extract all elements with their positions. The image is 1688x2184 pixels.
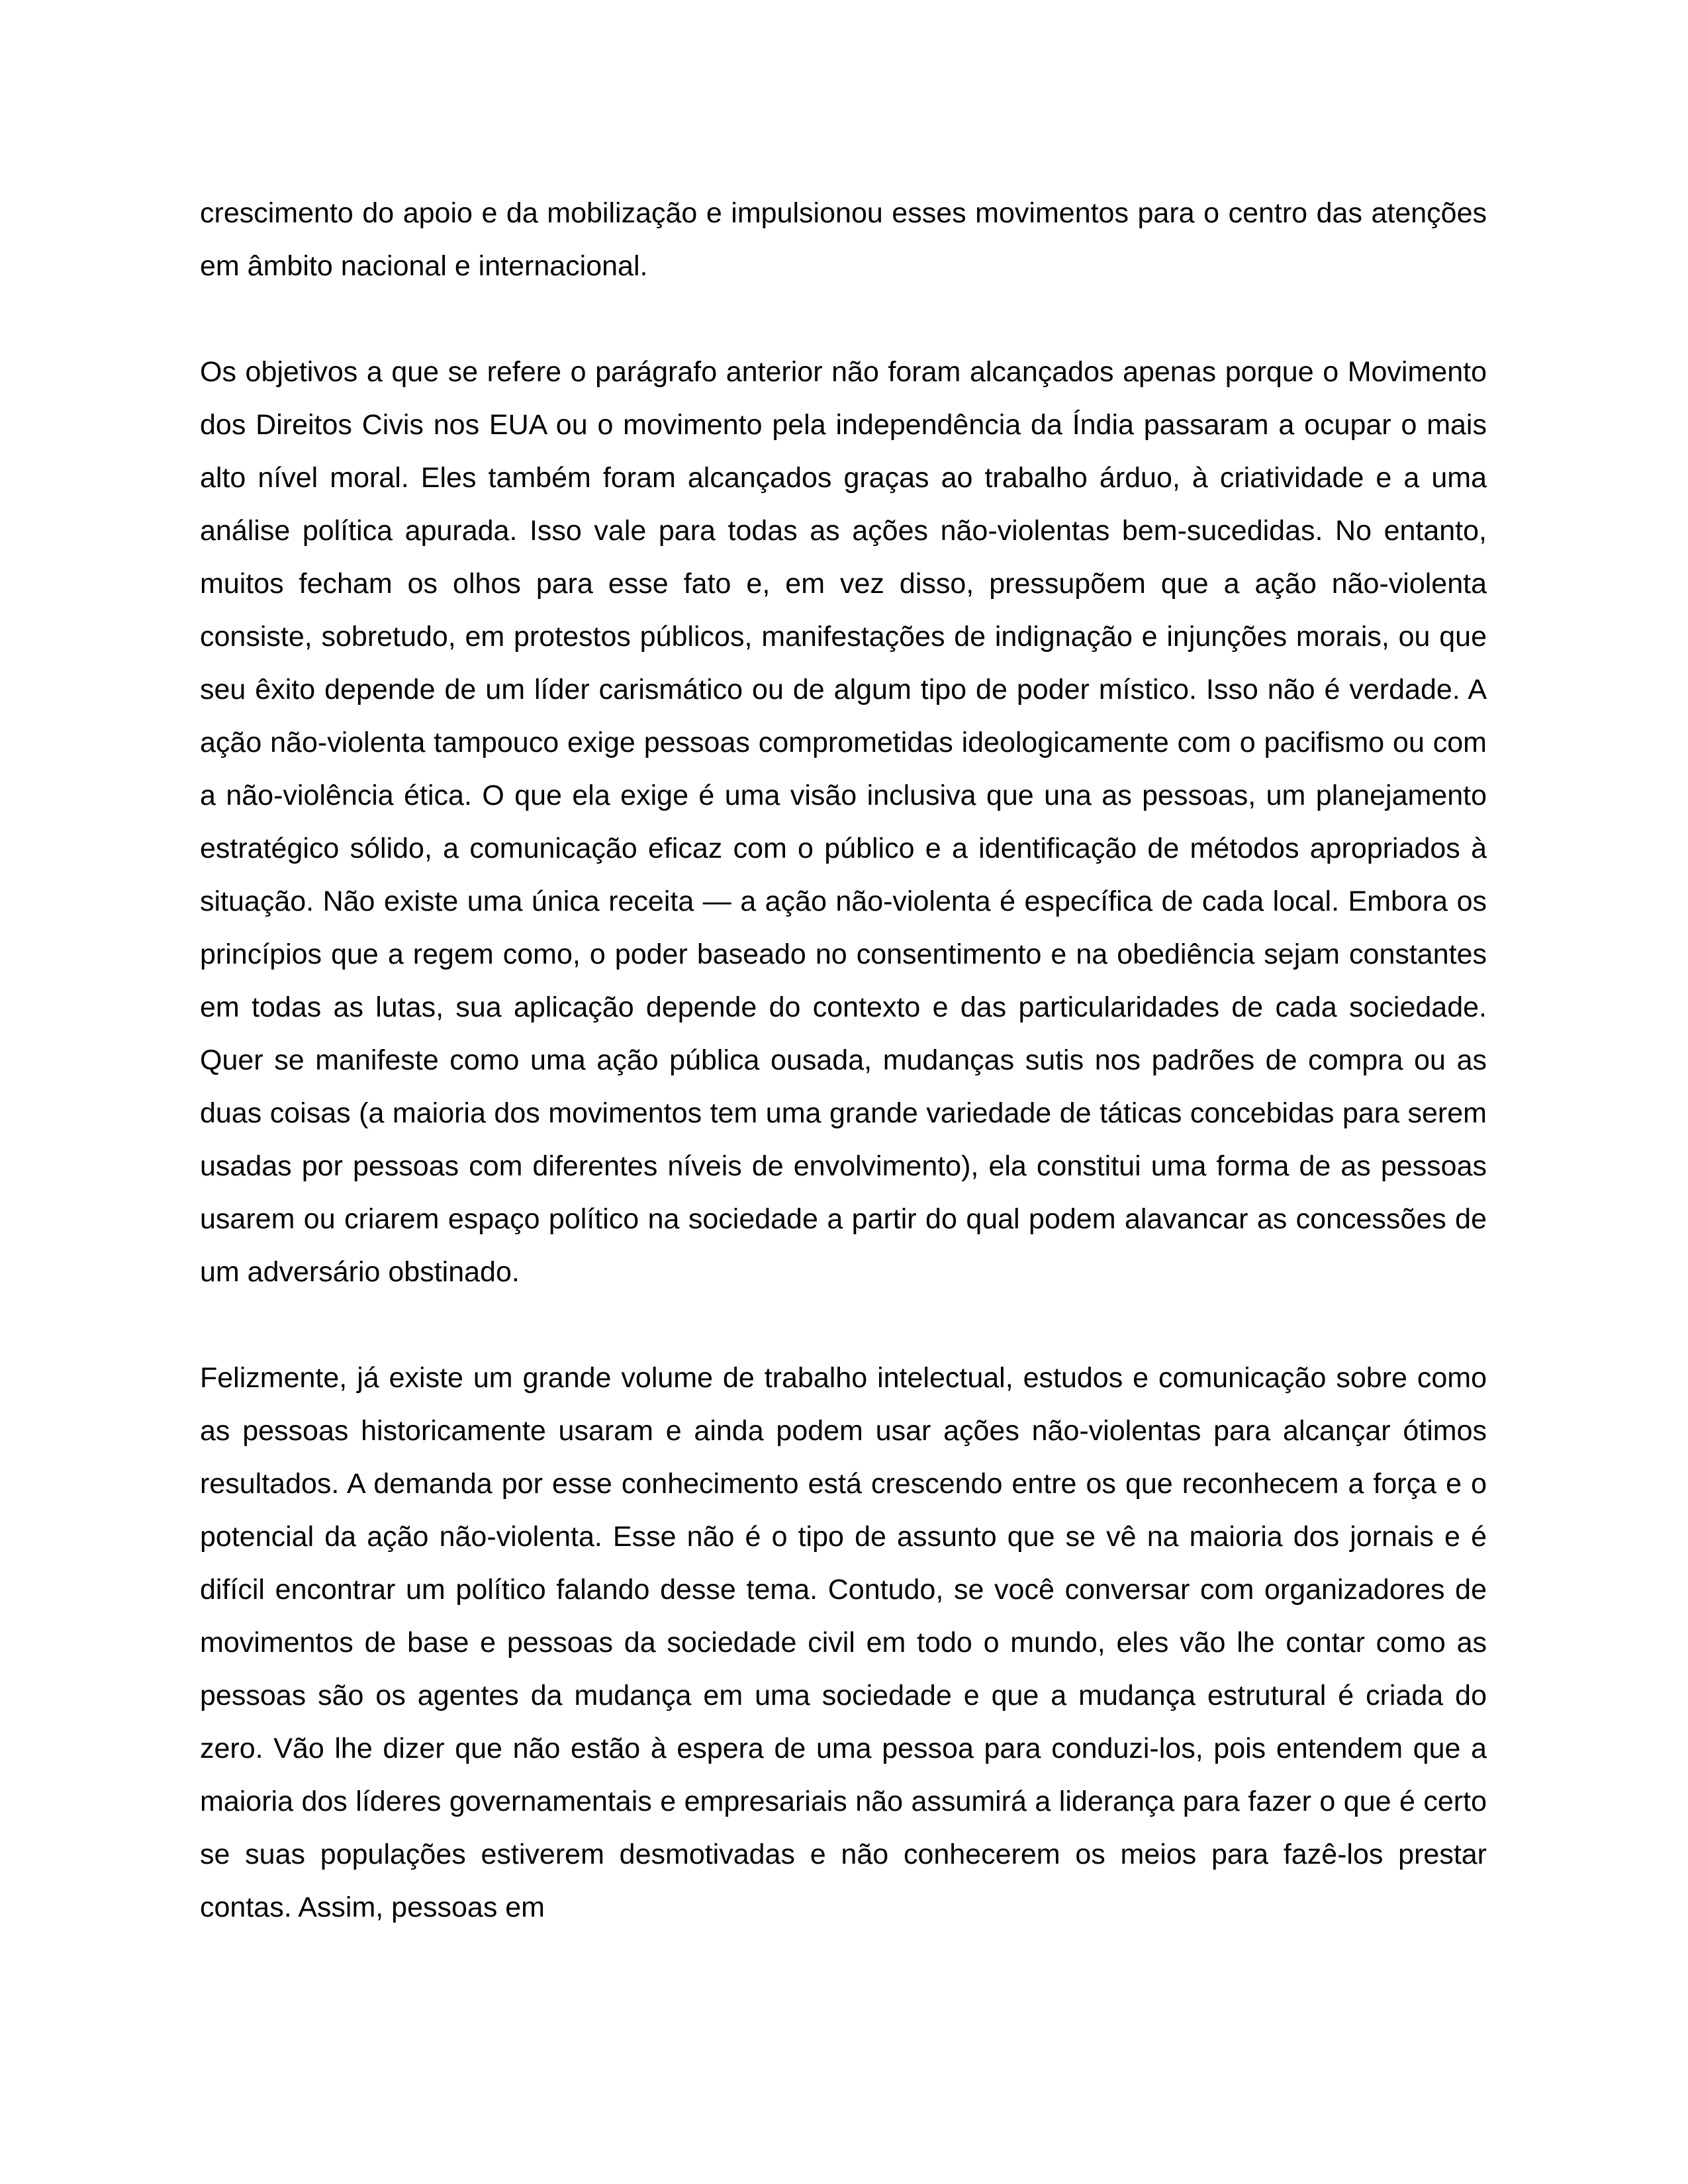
document-text: [200, 187, 1487, 1934]
paragraph: Felizmente, já existe um grande volume de trabalho intelectual, estudos e comunicação sobre como as pessoas historicamente usaram e ainda podem usar ações não-violentas para alcançar ótimos resultados. A demanda por esse conhecimento está crescendo entre os que reconhecem a força e o potencial da ação não-violenta. Esse não é o tipo de assunto que se vê na maioria dos jornais e é difícil encontrar um político falando desse tema. Contudo, se você conversar com organizadores de movimentos de base e pessoas da sociedade civil em todo o mundo, eles vão lhe contar como as pessoas são os agentes da mudança em uma sociedade e que a mudança estrutural é criada do zero. Vão lhe dizer que não estão à espera de uma pessoa para conduzi-los, pois entendem que a maioria dos líderes governamentais e empresariais não assumirá a liderança para fazer o que é certo se suas populações estiverem desmotivadas e não conhecerem os meios para fazê-los prestar contas. Assim, pessoas em: [200, 1362, 1487, 1923]
paragraph: Os objetivos a que se refere o parágrafo anterior não foram alcançados apenas porque o Movimento dos Direitos Civis nos EUA ou o movimento pela independência da Índia passaram a ocupar o mais alto nível moral. Eles também foram alcançados graças ao trabalho árduo, à criatividade e a uma análise política apurada. Isso vale para todas as ações não-violentas bem-sucedidas. No entanto, muitos fecham os olhos para esse fato e, em vez disso, pressupõem que a ação não-violenta consiste, sobretudo, em protestos públicos, manifestações de indignação e injunções morais, ou que seu êxito depende de um líder carismático ou de algum tipo de poder místico. Isso não é verdade. A ação não-violenta tampouco exige pessoas comprometidas ideologicamente com o pacifismo ou com a não-violência ética. O que ela exige é uma visão inclusiva que una as pessoas, um planejamento estratégico sólido, a comunicação eficaz com o público e a identificação de métodos apropriados à situação. Não existe uma única receita — a ação não-violenta é específica de cada local. Embora os princípios que a regem como, o poder baseado no consentimento e na obediência sejam constantes em todas as lutas, sua aplicação depende do contexto e das particularidades de cada sociedade. Quer se manifeste como uma ação pública ousada, mudanças sutis nos padrões de compra ou as duas coisas (a maioria dos movimentos tem uma grande variedade de táticas concebidas para serem usadas por pessoas com diferentes níveis de envolvimento), ela constitui uma forma de as pessoas usarem ou criarem espaço político na sociedade a partir do qual podem alavancar as concessões de um adversário obstinado.: [200, 356, 1487, 1288]
paragraph: crescimento do apoio e da mobilização e impulsionou esses movimentos para o centro das atenções em âmbito nacional e internacional.: [200, 197, 1487, 282]
